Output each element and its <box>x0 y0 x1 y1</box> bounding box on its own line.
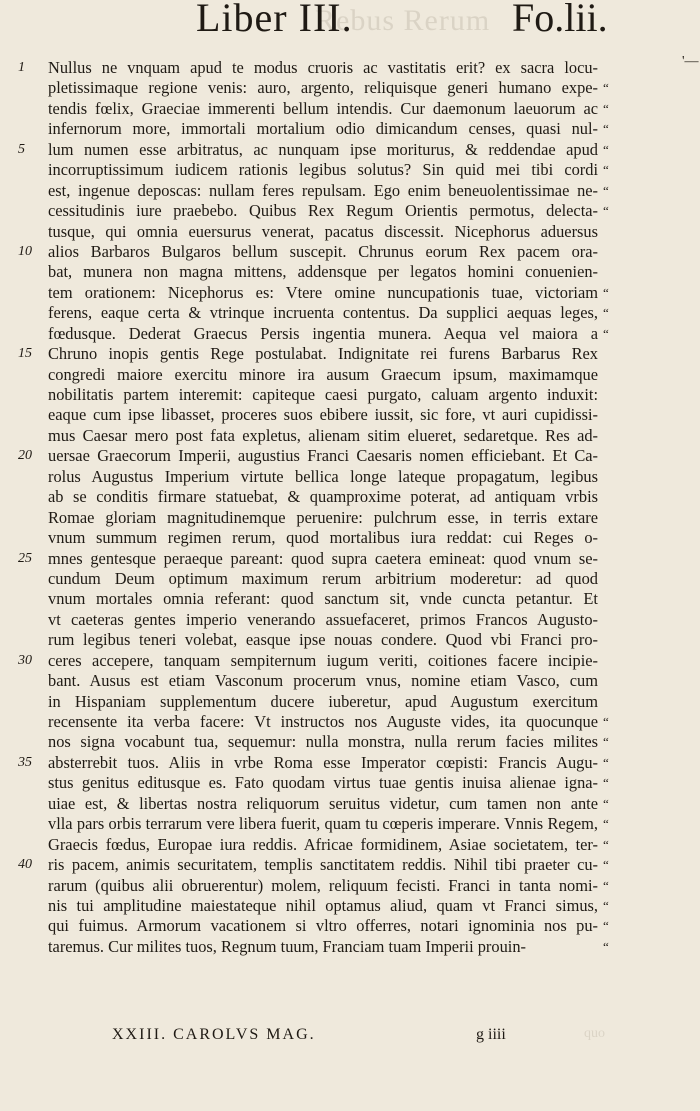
text-line <box>48 282 608 303</box>
quotation-mark: “ <box>603 877 608 893</box>
text-line <box>48 875 608 896</box>
line-text: recensente ita verba facere: Vt instructos nos Auguste vides, ita quocunque <box>48 712 598 731</box>
line-text: pletissimaque regione venis: auro, argento, reliquisque generi humano expe- <box>48 78 598 98</box>
line-text: qui fuimus. Armorum vacationem si vltro offerres, notari ignominia nos pu- <box>48 916 598 936</box>
text-block <box>18 58 608 957</box>
line-text: vt caeteras gentes imperio venerando assuefaceret, primos Francos Augusto- <box>48 609 598 629</box>
line-text: tusque, qui omnia euersurus venerat, pacatus discessit. Nicephorus aduersus <box>48 221 598 241</box>
line-text: rolus Augustus Imperium virtute bellica longe lateque propagatum, legibus <box>48 466 598 486</box>
line-text: bat, munera non magna mittens, addensque per legatos homini conuenien- <box>48 262 598 282</box>
quotation-mark: “ <box>603 857 608 873</box>
line-number: 1 <box>18 60 25 75</box>
line-text: infernorum more, immortali mortalium odio dimicandum censes, quasi nul- <box>48 119 598 139</box>
line-text: vlla pars orbis terrarum vere libera fuerit, quam tu cœperis imperare. Vnnis Regem, <box>48 814 598 834</box>
text-line <box>48 160 608 180</box>
quotation-mark: “ <box>603 775 608 791</box>
line-number: 20 <box>18 448 32 464</box>
text-line <box>48 78 608 98</box>
text-line <box>48 773 608 793</box>
line-text: bant. Ausus est etiam Vasconum procerum vnus, nomine etiam Vasco, cum <box>48 671 598 691</box>
text-line <box>18 650 598 671</box>
quotation-mark: “ <box>603 897 608 913</box>
quotation-mark: “ <box>603 938 608 954</box>
signature-mark: g iiii <box>476 1026 506 1043</box>
folio-number: Fo.lii. <box>512 0 608 40</box>
text-line <box>48 365 598 385</box>
text-line <box>48 119 608 139</box>
text-line <box>48 385 598 405</box>
quotation-mark: “ <box>603 714 608 729</box>
line-text: nos signa vocabunt tua, sequemur: nulla monstra, nulla rerum facies milites <box>48 732 598 752</box>
text-line <box>48 180 608 201</box>
quotation-mark: “ <box>603 203 608 219</box>
line-text: vnum mortales omnia referant: quod sanctum sit, vnde cuncta petantur. Et <box>48 589 598 609</box>
text-line <box>48 426 598 446</box>
text-line <box>18 58 598 78</box>
quotation-mark: “ <box>603 754 608 770</box>
text-line <box>48 610 598 630</box>
text-line <box>48 98 608 119</box>
text-line <box>48 528 598 548</box>
bleed-through-footer: quo <box>584 1026 605 1041</box>
line-text: eaque cum ipse libasset, proceres suos ebibere iussit, sic fore, vt auri cupidissi- <box>48 405 598 425</box>
line-text: ferens, eaque certa & vtrinque incruenta contentus. Da supplici aequas leges, <box>48 303 598 323</box>
line-number: 30 <box>18 652 32 668</box>
line-text: rarum (quibus alii obruerentur) molem, reliquum fecisti. Franci in tanta nomi- <box>48 875 598 895</box>
text-line <box>48 712 608 732</box>
line-text: ris pacem, animis securitatem, templis sanctitatem reddis. Nihil tibi praeter cu- <box>48 855 598 875</box>
text-line <box>48 303 608 323</box>
line-text: ceres accepere, tanquam sempiternum iugum veriti, coitiones facere incipie- <box>48 650 598 670</box>
text-line <box>18 241 598 262</box>
line-text: incorruptissimum iudicem rationis legibus solutus? Sin quid mei tibi cordi <box>48 160 598 180</box>
line-text: Graecis fœdus, Europae iura reddis. Africae formidinem, Asiae societatem, ter- <box>48 834 598 854</box>
line-text: uiae est, & libertas nostra reliquorum seruitus videtur, cum tamen non ante <box>48 793 598 813</box>
quotation-mark: “ <box>603 141 608 157</box>
quotation-mark: “ <box>603 80 608 96</box>
line-text: vnum summum regimen rerum, quod mortalibus iura reddat: cui Reges o- <box>48 528 598 548</box>
corner-mark: '— <box>682 54 699 69</box>
line-text: cundum Deum optimum maximum rerum arbitrium moderetur: ad quod <box>48 568 598 588</box>
line-text: est, ingenue deposcas: nullam feres repulsam. Ego enim beneuolentissimae ne- <box>48 180 598 200</box>
line-number: 10 <box>18 243 32 259</box>
quotation-mark: “ <box>603 162 608 178</box>
quotation-mark: “ <box>603 100 608 116</box>
quotation-mark: “ <box>603 918 608 934</box>
line-text: Romae gloriam magnitudinemque peruenire: pulchrum esse, in terris extare <box>48 507 598 527</box>
quotation-mark: “ <box>603 734 608 750</box>
line-number: 15 <box>18 346 32 362</box>
text-line <box>18 344 598 364</box>
line-text: uersae Graecorum Imperii, augustius Franci Caesaris nomen efficiebant. Et Ca- <box>48 446 598 466</box>
line-text: congredi maiore exercitu minore ira ausum Graecum ipsum, maximamque <box>48 364 598 384</box>
line-text: in Hispaniam supplementum ducere iuberetur, apud Augustum exercitum <box>48 691 598 711</box>
text-line <box>48 589 598 609</box>
line-text: rum legibus teneri volebat, easque ipse nouas condere. Quod vbi Franci pro- <box>48 630 598 650</box>
text-line <box>48 895 608 916</box>
text-line <box>48 692 598 712</box>
text-line <box>18 139 608 160</box>
text-line <box>48 405 598 425</box>
quotation-mark: “ <box>603 182 608 198</box>
line-text: Chruno inopis gentis Rege postulabat. Indignitate rei furens Barbarus Rex <box>48 344 598 364</box>
text-line <box>48 814 608 834</box>
text-line <box>48 467 598 487</box>
running-head: Liber III. <box>196 0 353 40</box>
line-text: mnes gentesque peraeque pareant: quod supra caetera emineat: quod vnum se- <box>48 548 598 568</box>
text-line <box>48 569 598 589</box>
text-line <box>48 487 598 507</box>
quotation-mark: “ <box>603 816 608 832</box>
catchline: XXIII. CAROLVS MAG. <box>112 1026 316 1043</box>
text-line <box>48 508 598 528</box>
text-line <box>18 855 608 875</box>
line-text: nobilitatis partem interemit: capiteque caesi purgato, caluam argento induxit: <box>48 385 598 404</box>
line-text: mus Caesar mero post fata expletus, alienam sitim elueret, sedaretque. Res ad- <box>48 425 598 445</box>
line-text: taremus. Cur milites tuos, Regnum tuum, Franciam tuam Imperii prouin- <box>48 936 526 956</box>
text-line <box>48 793 608 814</box>
bleed-through-text: Rebus Rerum <box>315 4 491 37</box>
line-number: 25 <box>18 550 32 566</box>
line-text: tendis fœlix, Graeciae immerenti bellum intendis. Cur daemonum laeuorum ac <box>48 98 598 118</box>
line-text: fœdusque. Dederat Graecus Persis ingentia munera. Aequa vel maiora a <box>48 323 598 343</box>
quotation-mark: “ <box>603 325 608 341</box>
quotation-mark: “ <box>603 795 608 811</box>
text-line <box>18 548 598 569</box>
line-text: tem orationem: Nicephorus es: Vtere omine nuncupationis tuae, victoriam <box>48 282 598 302</box>
line-number: 40 <box>18 857 32 873</box>
text-line <box>48 916 608 936</box>
line-text: absterrebit tuos. Aliis in vrbe Roma esse Imperator cœpisti: Francis Augu- <box>48 752 598 772</box>
text-line <box>48 732 608 752</box>
text-line <box>48 323 608 344</box>
text-line <box>48 262 598 282</box>
quotation-mark: “ <box>603 121 608 137</box>
text-line <box>48 201 608 221</box>
quotation-mark: “ <box>603 284 608 300</box>
line-text: nis tui amplitudine maiestateque nihil optamus aliud, quam vt Franci simus, <box>48 895 598 915</box>
text-line <box>48 834 608 855</box>
line-number: 5 <box>18 141 25 157</box>
text-line <box>48 936 608 957</box>
line-number: 35 <box>18 754 32 770</box>
line-text: stus genitus editusque es. Fato quodam virtus tuae gentis inuisa alienae igna- <box>48 773 598 793</box>
text-line <box>48 630 598 650</box>
quotation-mark: “ <box>603 836 608 852</box>
text-line <box>18 752 608 773</box>
line-text: ab se conditis firmare statuebat, & quamproxime poterat, ad antiquam vrbis <box>48 487 598 507</box>
line-text: lum numen esse arbitratus, ac nunquam ipse moriturus, & reddendae apud <box>48 139 598 159</box>
line-text: Nullus ne vnquam apud te modus cruoris ac vastitatis erit? ex sacra locu- <box>48 58 598 77</box>
quotation-mark: “ <box>603 305 608 321</box>
line-text: alios Barbaros Bulgaros bellum suscepit. Chrunus eorum Rex pacem ora- <box>48 241 598 261</box>
line-text: cessitudinis iure praebebo. Quibus Rex Regum Orientis permotus, delecta- <box>48 201 598 221</box>
text-line <box>48 671 598 691</box>
text-line <box>48 222 598 242</box>
text-line <box>18 446 598 466</box>
